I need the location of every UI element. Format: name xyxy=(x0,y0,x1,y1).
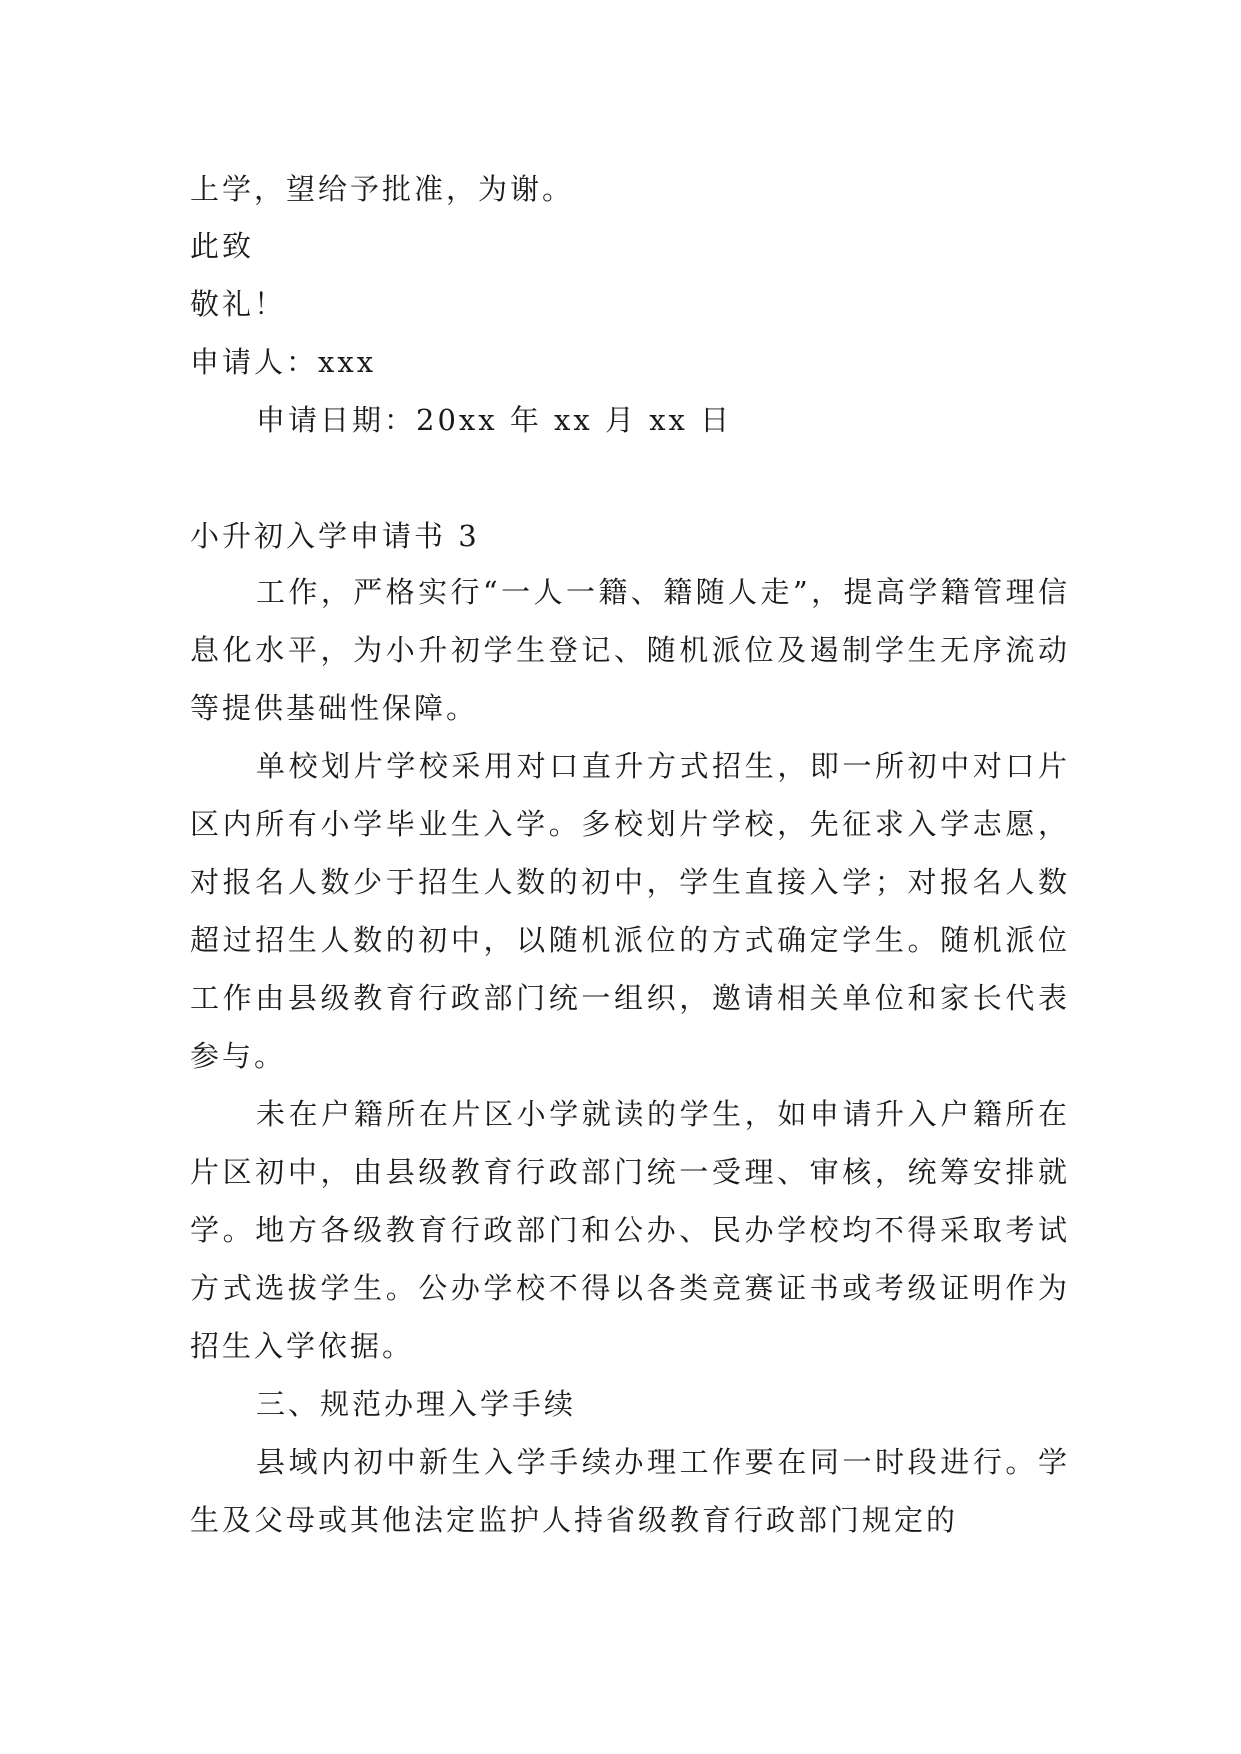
section-heading-3: 三、规范办理入学手续 xyxy=(256,1387,577,1421)
section-title: 小升初入学申请书 3 xyxy=(190,519,480,553)
closing-sentence: 上学，望给予批准，为谢。 xyxy=(190,172,575,206)
salutation-zhizhi: 此致 xyxy=(190,229,255,263)
applicant-line: 申请人：xxx xyxy=(190,345,377,379)
paragraph-3: 未在户籍所在片区小学就读的学生，如申请升入户籍所在片区初中，由县级教育行政部门统一受理、审核，统筹安排就学。地方各级教育行政部门和公办、民办学校均不得采取考试方式选拔学生。公办学校不得以各类竞赛证书或考级证明作为招生入学依据。 xyxy=(190,1097,1070,1363)
paragraph-1: 工作，严格实行“一人一籍、籍随人走”，提高学籍管理信息化水平，为小升初学生登记、随机派位及遏制学生无序流动等提供基础性保障。 xyxy=(190,575,1070,725)
section-body xyxy=(190,563,1070,1549)
paragraph-2: 单校划片学校采用对口直升方式招生，即一所初中对口片区内所有小学毕业生入学。多校划片学校，先征求入学志愿，对报名人数少于招生人数的初中，学生直接入学；对报名人数超过招生人数的初中，以随机派位的方式确定学生。随机派位工作由县级教育行政部门统一组织，邀请相关单位和家长代表参与。 xyxy=(190,749,1070,1073)
application-date: 申请日期：20xx 年 xx 月 xx 日 xyxy=(256,403,733,437)
salutation-jingli: 敬礼！ xyxy=(190,287,287,321)
paragraph-4: 县域内初中新生入学手续办理工作要在同一时段进行。学生及父母或其他法定监护人持省级教育行政部门规定的 xyxy=(190,1445,1070,1537)
